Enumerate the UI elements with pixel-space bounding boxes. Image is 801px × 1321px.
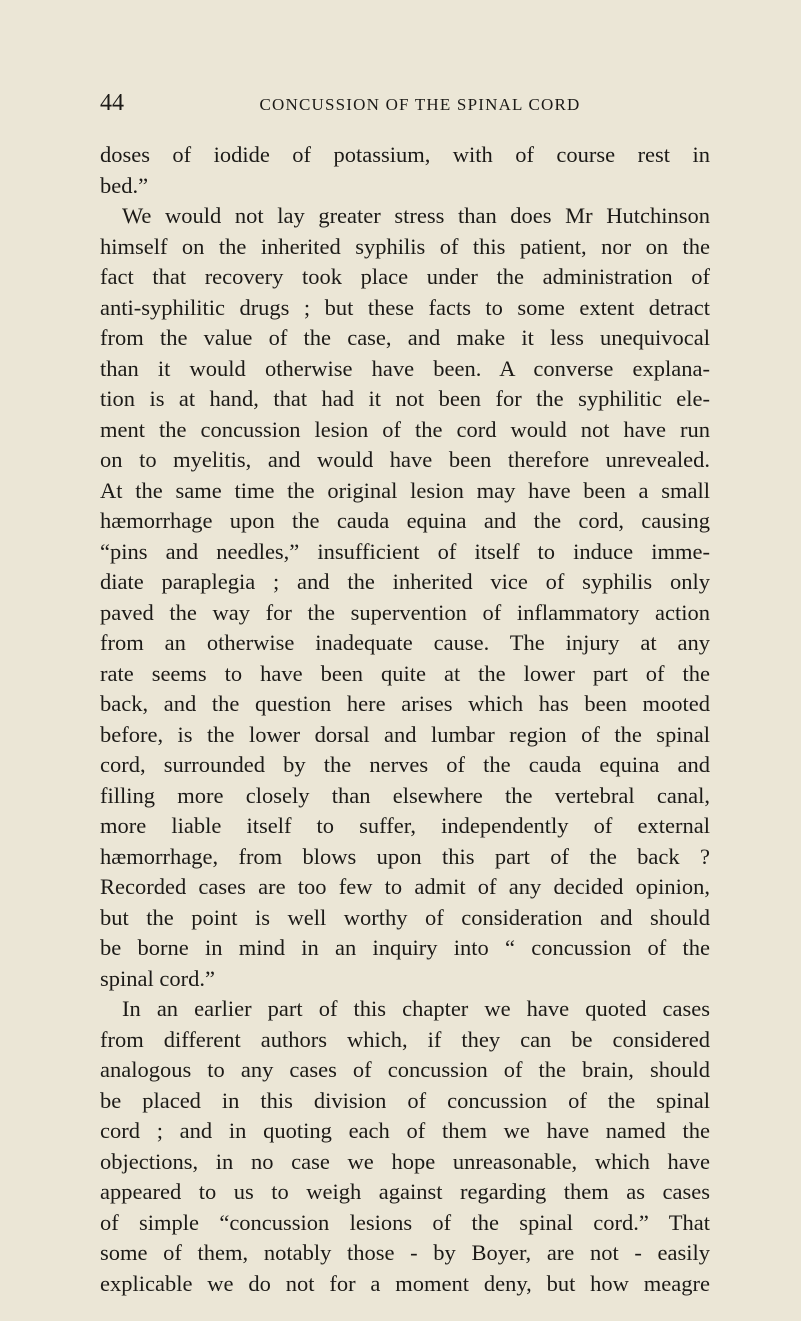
text-line: from different authors which, if they can be considered [100, 1026, 710, 1052]
text-line: from an otherwise inadequate cause. The injury at any [100, 630, 710, 655]
text-line: anti-syphilitic drugs ; but these facts to some extent detract [100, 294, 710, 320]
text-line: bed.” [100, 172, 149, 198]
text-line: filling more closely than elsewhere the vertebral canal, [100, 782, 710, 808]
text-line: appeared to us to weigh against regarding them as cases [100, 1179, 710, 1204]
text-line: tion is at hand, that had it not been for the syphilitic ele- [100, 386, 710, 411]
text-line: more liable itself to suffer, independently of external [100, 813, 710, 838]
text-line: fact that recovery took place under the administration of [100, 264, 710, 289]
text-line: In an earlier part of this chapter we have quoted cases [122, 996, 710, 1021]
text-line: doses of iodide of potassium, with of course rest in [100, 142, 710, 167]
text-line: hæmorrhage, from blows upon this part of the back ? [100, 843, 710, 869]
text-line: from the value of the case, and make it less unequivocal [100, 325, 710, 350]
text-line: cord, surrounded by the nerves of the cauda equina and [100, 752, 710, 777]
text-line: hæmorrhage upon the cauda equina and the cord, causing [100, 508, 710, 533]
text-line: At the same time the original lesion may have been a small [100, 477, 710, 503]
body-text [100, 140, 710, 1299]
text-line: on to myelitis, and would have been therefore unrevealed. [100, 447, 710, 472]
text-line: before, is the lower dorsal and lumbar region of the spinal [100, 721, 710, 747]
text-line: cord ; and in quoting each of them we have named the [100, 1118, 710, 1143]
text-line: but the point is well worthy of consideration and should [100, 904, 710, 930]
running-head: CONCUSSION OF THE SPINAL CORD [259, 95, 581, 114]
text-line: explicable we do not for a moment deny, but how meagre [100, 1270, 710, 1296]
text-line: back, and the question here arises which has been mooted [100, 691, 710, 716]
text-line: analogous to any cases of concussion of the brain, should [100, 1057, 710, 1082]
text-line: diate paraplegia ; and the inherited vice of syphilis only [100, 569, 710, 594]
text-line: be borne in mind in an inquiry into “ concussion of the [100, 935, 710, 960]
text-line: than it would otherwise have been. A converse explana- [100, 355, 710, 381]
text-line: be placed in this division of concussion of the spinal [100, 1087, 710, 1113]
page-number: 44 [100, 90, 124, 116]
text-line: himself on the inherited syphilis of this patient, nor on the [100, 233, 710, 259]
text-line: rate seems to have been quite at the lower part of the [100, 660, 710, 686]
text-line: some of them, notably those - by Boyer, are not - easily [100, 1240, 710, 1265]
text-line: ment the concussion lesion of the cord would not have run [100, 416, 710, 442]
text-line: objections, in no case we hope unreasonable, which have [100, 1148, 710, 1174]
text-line: Recorded cases are too few to admit of any decided opinion, [100, 874, 710, 899]
text-line: paved the way for the supervention of inflammatory action [100, 599, 710, 625]
text-line: “pins and needles,” insufficient of itself to induce imme- [100, 538, 710, 564]
text-line: We would not lay greater stress than does Mr Hutchinson [122, 203, 710, 228]
text-line: of simple “concussion lesions of the spinal cord.” That [100, 1209, 710, 1235]
page-header [100, 90, 710, 120]
text-line: spinal cord.” [100, 965, 215, 991]
